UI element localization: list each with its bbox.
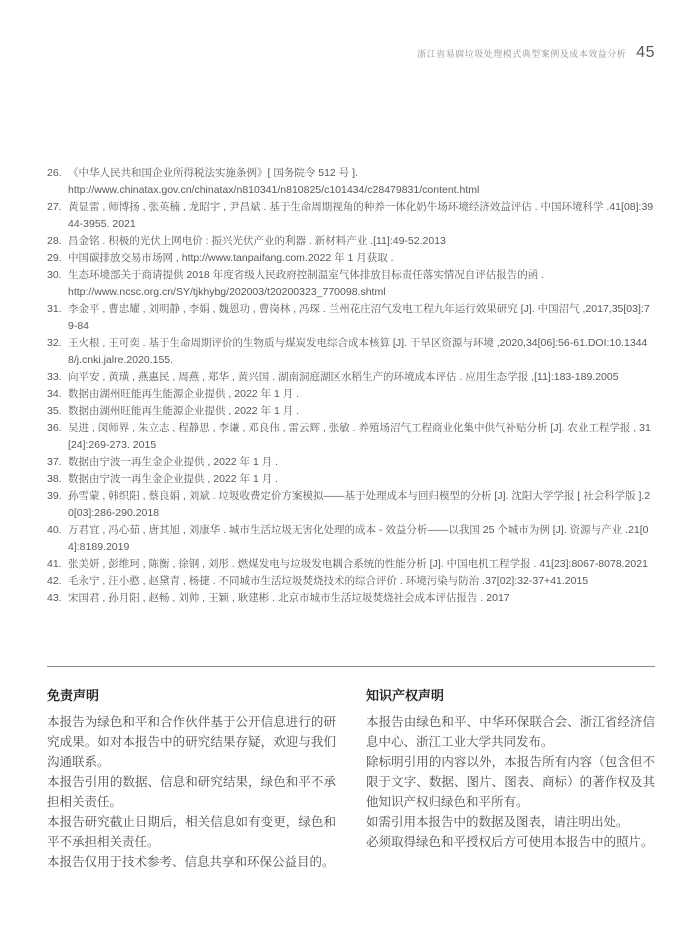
disclaimer-heading: 免责声明 [47,688,100,703]
statement-paragraph: 本报告研究截止日期后，相关信息如有变更，绿色和平不承担相关责任。 [47,815,336,849]
reference-text [68,454,655,471]
reference-number: 31. [47,303,62,315]
reference-number: 37. [47,456,62,468]
reference-line: 万君宜 , 冯心茹 , 唐其旭 , 刘康华 . 城市生活垃圾无害化处理的成本 - 效益分析——以我国 25 个城市为例 [J]. 资源与产业 .21[04]:8189.2019 [68,524,649,553]
reference-text [68,301,655,335]
statement-paragraph: 如需引用本报告中的数据及图表，请注明出处。 [366,815,629,829]
reference-number: 28. [47,235,62,247]
reference-line: 数据由宁波一再生金企业提供 , 2022 年 1 月 . [68,456,279,468]
reference-number: 43. [47,592,62,604]
reference-line: 王火根 , 王可奕 . 基于生命周期评价的生物质与煤炭发电综合成本核算 [J]. 干旱区资源与环境 ,2020,34[06]:56-61.DOI:10.13448/j.cnki.jalre.2020.155. [68,337,648,366]
reference-number: 39. [47,490,62,502]
reference-line: 孙雪蒙 , 韩织阳 , 蔡良娟 , 刘斌 . 垃圾收费定价方案模拟——基于处理成本与回归模型的分析 [J]. 沈阳大学学报 [ 社会科学版 ].20[03]:286-290.2018 [68,490,651,519]
reference-line: 数据由湖州旺能再生能源企业提供 , 2022 年 1 月 . [68,405,300,417]
reference-text [68,165,655,199]
reference-number: 41. [47,558,62,570]
reference-item [47,199,655,233]
reference-item [47,267,655,301]
reference-item [47,420,655,454]
reference-text [68,420,655,454]
reference-item [47,233,655,250]
disclaimer-column [47,687,336,872]
reference-item [47,369,655,386]
reference-number: 42. [47,575,62,587]
statement-paragraph: 本报告仅用于技术参考、信息共享和环保公益目的。 [47,855,335,869]
reference-line: 数据由湖州旺能再生能源企业提供 , 2022 年 1 月 . [68,388,300,400]
running-title: 浙江省易腐垃圾处理模式典型案例及成本效益分析 [417,48,627,59]
reference-text [68,556,655,573]
reference-item [47,403,655,420]
reference-line: 张美妍 , 彭维珂 , 陈衡 , 徐钢 , 刘彤 . 燃煤发电与垃圾发电耦合系统的性能分析 [J]. 中国电机工程学报 . 41[23]:8067-8078.2021 [68,558,648,570]
reference-url: http://www.chinatax.gov.cn/chinatax/n810341/n810825/c101434/c28479831/content.html [68,184,480,196]
reference-line: 吴进 , 闵师界 , 朱立志 , 程静思 , 李谦 , 邓良伟 , 雷云辉 , 张敏 . 养殖场沼气工程商业化集中供气补贴分析 [J]. 农业工程学报 , 31[24]:269-273. 2015 [68,422,651,451]
reference-text [68,403,655,420]
reference-line: 生态环境部关于商请提供 2018 年度省级人民政府控制温室气体排放目标责任落实情况自评估报告的函 . [68,269,545,281]
statement-paragraph: 除标明引用的内容以外，本报告所有内容（包含但不限于文字、数据、图片、图表、商标）的著作权及其他知识产权归绿色和平所有。 [366,755,655,809]
reference-item [47,573,655,590]
reference-item [47,590,655,607]
reference-text [68,573,655,590]
reference-line: 《中华人民共和国企业所得税法实施条例》[ 国务院令 512 号 ]. [68,167,358,179]
reference-text [68,369,655,386]
statement-paragraph: 本报告为绿色和平和合作伙伴基于公开信息进行的研究成果。如对本报告中的研究结果存疑，欢迎与我们沟通联系。 [47,715,336,769]
reference-number: 29. [47,252,62,264]
reference-text [68,250,655,267]
reference-text [68,233,655,250]
copyright-column [366,687,655,872]
reference-number: 36. [47,422,62,434]
copyright-heading: 知识产权声明 [366,688,445,703]
reference-text [68,522,655,556]
reference-item [47,301,655,335]
reference-line: 李金平 , 曹忠耀 , 刘明静 , 李娟 , 魏恩功 , 曹岗林 , 冯琛 . 兰州花庄沼气发电工程九年运行效果研究 [J]. 中国沼气 ,2017,35[03]:79-84 [68,303,650,332]
reference-line: 数据由宁波一再生金企业提供 , 2022 年 1 月 . [68,473,279,485]
disclaimer-body [47,712,336,872]
reference-text [68,590,655,607]
reference-line: 宋国君 , 孙月阳 , 赵畅 , 刘帅 , 王颖 , 耿建彬 . 北京市城市生活垃圾焚烧社会成本评估报告 . 2017 [68,592,510,604]
reference-number: 35. [47,405,62,417]
reference-line: 昌金铭 . 积极的光伏上网电价 : 振兴光伏产业的利器 . 新材料产业 .[11]:49-52.2013 [68,235,446,247]
reference-text [68,471,655,488]
reference-number: 32. [47,337,62,349]
reference-line: 毛永宁 , 汪小憨 , 赵黛青 , 杨捷 . 不同城市生活垃圾焚烧技术的综合评价 . 环境污染与防治 .37[02]:32-37+41.2015 [68,575,589,587]
statement-paragraph: 本报告由绿色和平、中华环保联合会、浙江省经济信息中心、浙江工业大学共同发布。 [366,715,655,749]
reference-number: 40. [47,524,62,536]
reference-item [47,556,655,573]
reference-line: 黄显雷 , 师博扬 , 张英楠 , 龙昭宇 , 尹昌斌 . 基于生命周期视角的种养一体化奶牛场环境经济效益评估 . 中国环境科学 .41[08]:3944-3955. 2021 [68,201,654,230]
reference-text [68,267,655,301]
reference-item [47,488,655,522]
reference-item [47,250,655,267]
statement-paragraph: 本报告引用的数据、信息和研究结果，绿色和平不承担相关责任。 [47,775,336,809]
statements-section [47,687,655,872]
reference-number: 38. [47,473,62,485]
reference-item [47,165,655,199]
reference-number: 34. [47,388,62,400]
page-header [417,44,655,62]
reference-line: 向平安 , 黄璜 , 燕惠民 , 周燕 , 郑华 , 黄兴国 . 湖南洞庭湖区水稻生产的环境成本评估 . 应用生态学报 ,[11]:183-189.2005 [68,371,619,383]
reference-item [47,471,655,488]
reference-item [47,522,655,556]
reference-text [68,488,655,522]
reference-number: 30. [47,269,62,281]
page-number: 45 [636,44,655,61]
copyright-body [366,712,655,852]
reference-text [68,386,655,403]
reference-item [47,335,655,369]
reference-number: 27. [47,201,62,213]
reference-item [47,454,655,471]
reference-url: http://www.ncsc.org.cn/SY/tjkhybg/202003/t20200323_770098.shtml [68,286,386,298]
section-divider [47,666,655,667]
reference-item [47,386,655,403]
reference-text [68,335,655,369]
reference-number: 33. [47,371,62,383]
reference-text [68,199,655,233]
statement-paragraph: 必须取得绿色和平授权后方可使用本报告中的照片。 [366,835,654,849]
references-list [47,165,655,607]
reference-number: 26. [47,167,62,179]
reference-line: 中国碳排放交易市场网 , http://www.tanpaifang.com.2022 年 1 月获取 . [68,252,394,264]
